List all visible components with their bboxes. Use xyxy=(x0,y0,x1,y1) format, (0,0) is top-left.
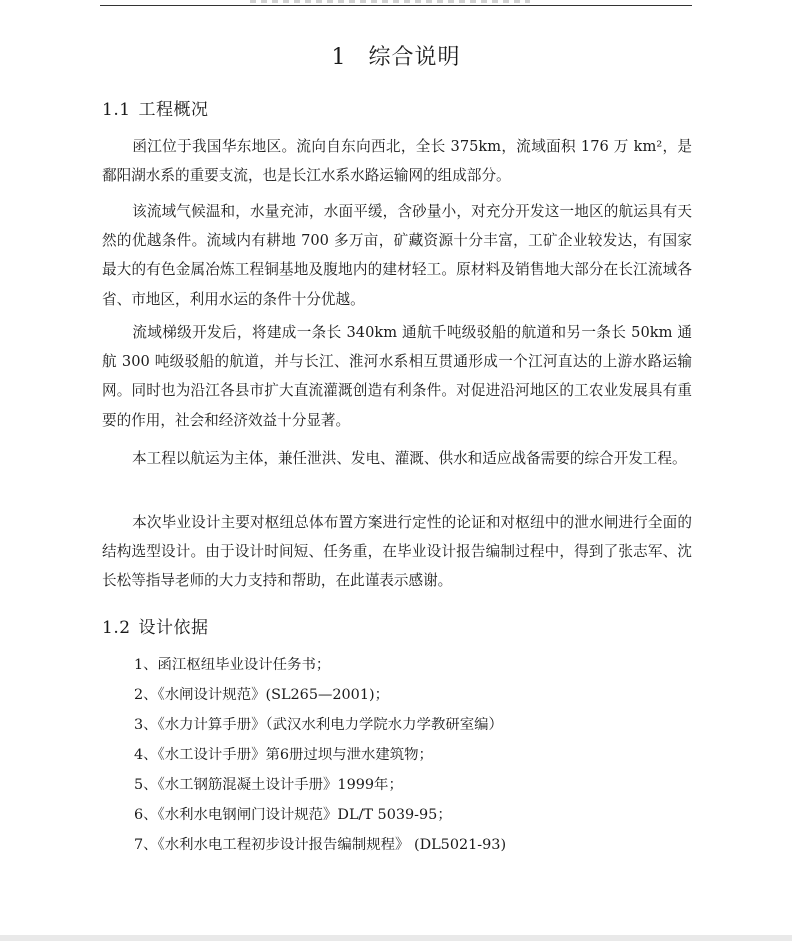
paragraph-overview-1: 函江位于我国华东地区。流向自东向西北，全长 375km，流域面积 176 万 km²，是鄱阳湖水系的重要支流，也是长江水系水路运输网的组成部分。 xyxy=(102,138,692,185)
list-item: 1、函江枢纽毕业设计任务书； xyxy=(134,657,331,673)
page-bottom-edge xyxy=(0,935,792,941)
chapter-title-text: 综合说明 xyxy=(368,45,461,70)
paragraph-overview-3: 流域梯级开发后，将建成一条长 340km 通航千吨级驳船的航道和另一条长 50km 通航 300 吨级驳船的航道，并与长江、淮河水系相互贯通形成一个江河直达的上游水路运输网。同时也为沿江各县市扩大直流灌溉创造有利条件。对促进沿河地区的工农业发展具有重要的作用，社会和经济效益十分显著。 xyxy=(102,324,692,429)
list-item: 3、《水力计算手册》（武汉水利电力学院水力学教研室编） xyxy=(134,717,503,733)
paragraph-overview-4: 本工程以航运为主体，兼任泄洪、发电、灌溉、供水和适应战备需要的综合开发工程。 xyxy=(132,450,687,467)
list-item: 6、《水利水电钢闸门设计规范》DL/T 5039-95； xyxy=(134,807,452,823)
cropped-header-text xyxy=(250,0,530,3)
section-heading-1-2 xyxy=(102,613,209,638)
section-title: 工程概况 xyxy=(138,100,209,120)
chapter-number: 1 xyxy=(331,45,347,70)
section-number: 1.2 xyxy=(102,618,131,638)
paragraph-overview-5: 本次毕业设计主要对枢纽总体布置方案进行定性的论证和对枢纽中的泄水闸进行全面的结构选型设计。由于设计时间短、任务重，在毕业设计报告编制过程中，得到了张志军、沈长松等指导老师的大力支持和帮助，在此谨表示感谢。 xyxy=(102,514,692,590)
paragraph-overview-2: 该流域气候温和，水量充沛，水面平缓，含砂量小，对充分开发这一地区的航运具有天然的优越条件。流域内有耕地 700 多万亩，矿藏资源十分丰富，工矿企业较发达，有国家最大的有色金属冶炼工程铜基地及腹地内的建材轻工。原材料及销售地大部分在长江流域各省、市地区，利用水运的条件十分优越。 xyxy=(102,203,692,308)
list-item: 4、《水工设计手册》第6册过坝与泄水建筑物； xyxy=(134,747,433,763)
reference-list xyxy=(134,650,506,860)
list-item: 2、《水闸设计规范》(SL265—2001)； xyxy=(134,687,389,703)
header-rule xyxy=(100,5,692,6)
chapter-title xyxy=(0,40,792,71)
list-item: 7、《水利水电工程初步设计报告编制规程》 (DL5021-93) xyxy=(134,837,507,853)
list-item: 5、《水工钢筋混凝土设计手册》1999年； xyxy=(134,777,403,793)
section-heading-1-1 xyxy=(102,95,209,120)
section-title: 设计依据 xyxy=(138,618,209,638)
section-number: 1.1 xyxy=(102,100,131,120)
